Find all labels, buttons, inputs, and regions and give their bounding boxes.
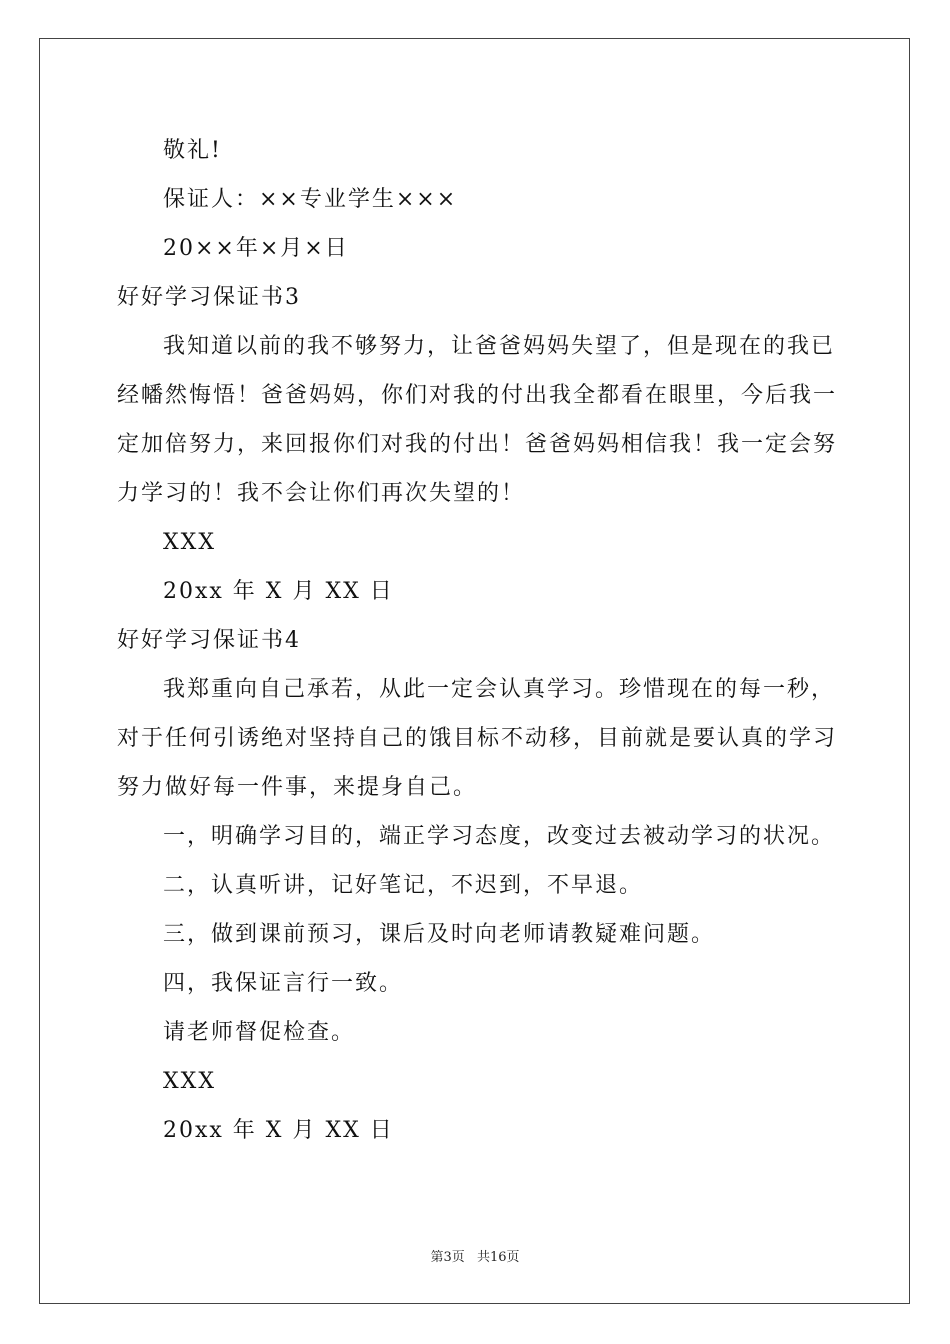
paragraph-line: 努力做好每一件事，来提身自己。 <box>117 775 478 800</box>
paragraph-line: 我知道以前的我不够努力，让爸爸妈妈失望了，但是现在的我已 <box>163 334 836 359</box>
page-total: 共16页 <box>476 1250 520 1265</box>
signer-name: XXX <box>163 1069 216 1094</box>
list-item: 四，我保证言行一致。 <box>163 971 404 996</box>
list-item: 三，做到课前预习，课后及时向老师请教疑难问题。 <box>163 922 716 947</box>
paragraph-line: 定加倍努力，来回报你们对我的付出！爸爸妈妈相信我！我一定会努 <box>117 432 838 457</box>
page-number: 第3页 <box>430 1250 465 1265</box>
signature-date: 20xx 年 X 月 XX 日 <box>163 1118 394 1143</box>
paragraph-line: 力学习的！我不会让你们再次失望的！ <box>117 481 526 506</box>
document-body <box>117 126 838 1155</box>
list-item: 一，明确学习目的，端正学习态度，改变过去被动学习的状况。 <box>163 824 836 849</box>
closing-date: 20××年×月×日 <box>163 236 349 261</box>
paragraph-line: 经幡然悔悟！爸爸妈妈，你们对我的付出我全都看在眼里，今后我一 <box>117 383 838 408</box>
signer-name: XXX <box>163 530 216 555</box>
paragraph-line: 对于任何引诱绝对坚持自己的饿目标不动移，目前就是要认真的学习 <box>117 726 838 751</box>
closing-salute: 敬礼! <box>163 138 222 163</box>
request-line: 请老师督促检查。 <box>163 1020 356 1045</box>
section-title: 好好学习保证书3 <box>117 285 301 310</box>
paragraph-line: 我郑重向自己承若，从此一定会认真学习。珍惜现在的每一秒， <box>163 677 836 702</box>
section-title: 好好学习保证书4 <box>117 628 301 653</box>
page-footer <box>0 1246 950 1265</box>
closing-signer: 保证人：××专业学生××× <box>163 187 458 212</box>
signature-date: 20xx 年 X 月 XX 日 <box>163 579 394 604</box>
list-item: 二，认真听讲，记好笔记，不迟到，不早退。 <box>163 873 644 898</box>
